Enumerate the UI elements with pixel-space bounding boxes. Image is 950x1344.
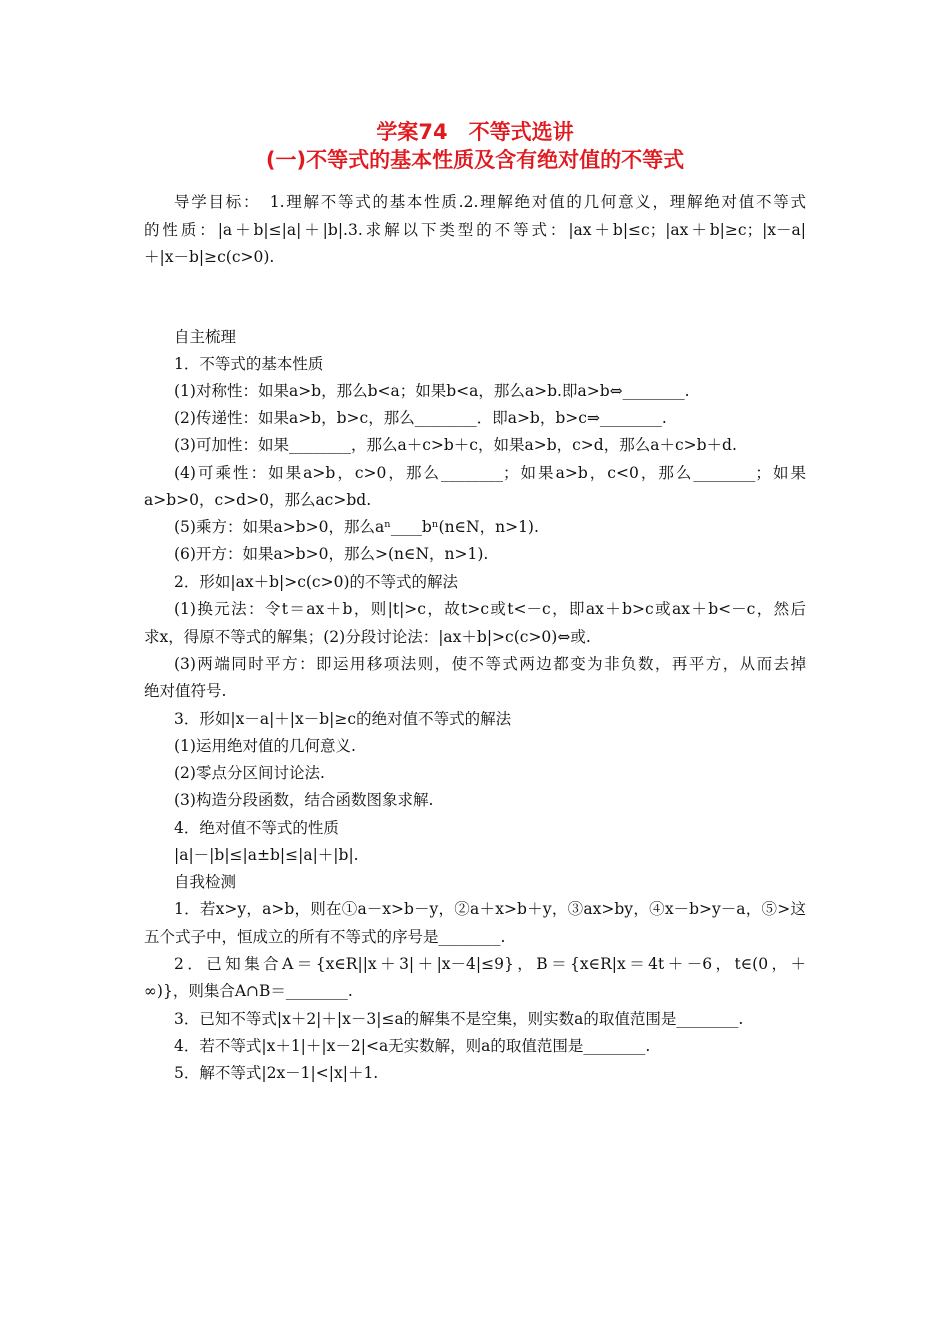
question-2-cont: ∞)}，则集合A∩B＝________. (144, 982, 353, 1000)
question-2: 2．已知集合A＝{x∈R||x＋3|＋|x－4|≤9}，B＝{x∈R|x＝4t＋－6，t∈(0，＋ (174, 955, 806, 973)
property-power: (5)乘方：如果a>b>0，那么aⁿ____bⁿ(n∈N，n>1). (174, 518, 539, 536)
section-3-title: 3．形如|x－a|＋|x－b|≥c的绝对值不等式的解法 (174, 710, 512, 728)
method-squaring: (3)两端同时平方：即运用移项法则，使不等式两边都变为非负数，再平方，从而去掉 (174, 655, 806, 673)
question-5: 5．解不等式|2x－1|<|x|＋1. (174, 1064, 379, 1082)
section-4-title: 4．绝对值不等式的性质 (174, 819, 339, 837)
question-4: 4．若不等式|x＋1|＋|x－2|<a无实数解，则a的取值范围是________. (174, 1037, 651, 1055)
review-heading: 自主梳理 (174, 328, 237, 346)
goals-line-2: 的性质：|a＋b|≤|a|＋|b|.3.求解以下类型的不等式：|ax＋b|≤c；|ax＋b|≥c；|x－a| (144, 221, 806, 239)
section-2-title: 2．形如|ax＋b|>c(c>0)的不等式的解法 (174, 573, 459, 591)
method-piecewise: (3)构造分段函数，结合函数图象求解. (174, 791, 434, 809)
method-substitution: (1)换元法：令t＝ax＋b，则|t|>c，故t>c或t<－c，即ax＋b>c或ax＋b<－c，然后 (174, 600, 806, 618)
absolute-value-property: |a|－|b|≤|a±b|≤|a|＋|b|. (174, 846, 359, 864)
method-zero-points: (2)零点分区间讨论法. (174, 764, 325, 782)
title-line-2: (一)不等式的基本性质及含有绝对值的不等式 (265, 148, 685, 172)
title-line-1: 学案74 不等式选讲 (376, 120, 574, 144)
question-1-cont: 五个式子中，恒成立的所有不等式的序号是________. (144, 928, 506, 946)
selftest-heading: 自我检测 (174, 873, 237, 891)
goals-line-1: 导学目标： 1.理解不等式的基本性质.2.理解绝对值的几何意义，理解绝对值不等式 (174, 193, 806, 211)
method-substitution-cont: 求x，得原不等式的解集；(2)分段讨论法：|ax＋b|>c(c>0)⇔或. (144, 628, 591, 646)
property-multiplication-cont: a>b>0，c>d>0，那么ac>bd. (144, 491, 372, 509)
property-multiplication: (4)可乘性：如果a>b，c>0，那么________；如果a>b，c<0，那么________；如果 (174, 464, 806, 482)
property-root: (6)开方：如果a>b>0，那么>(n∈N，n>1). (174, 545, 489, 563)
property-addition: (3)可加性：如果________，那么a＋c>b＋c，如果a>b，c>d，那么a＋c>b＋d. (174, 436, 737, 454)
method-geometric: (1)运用绝对值的几何意义. (174, 737, 356, 755)
section-1-title: 1．不等式的基本性质 (174, 355, 324, 373)
property-transitivity: (2)传递性：如果a>b，b>c，那么________．即a>b，b>c⇒________. (174, 409, 667, 427)
goals-line-3: ＋|x－b|≥c(c>0). (144, 248, 275, 266)
question-3: 3．已知不等式|x＋2|＋|x－3|≤a的解集不是空集，则实数a的取值范围是________. (174, 1010, 744, 1028)
property-symmetry: (1)对称性：如果a>b，那么b<a；如果b<a，那么a>b.即a>b⇔________. (174, 382, 690, 400)
method-squaring-cont: 绝对值符号. (144, 682, 227, 700)
question-1: 1．若x>y，a>b，则在①a－x>b－y，②a＋x>b＋y，③ax>by，④x－b>y－a，⑤>这 (174, 900, 806, 918)
